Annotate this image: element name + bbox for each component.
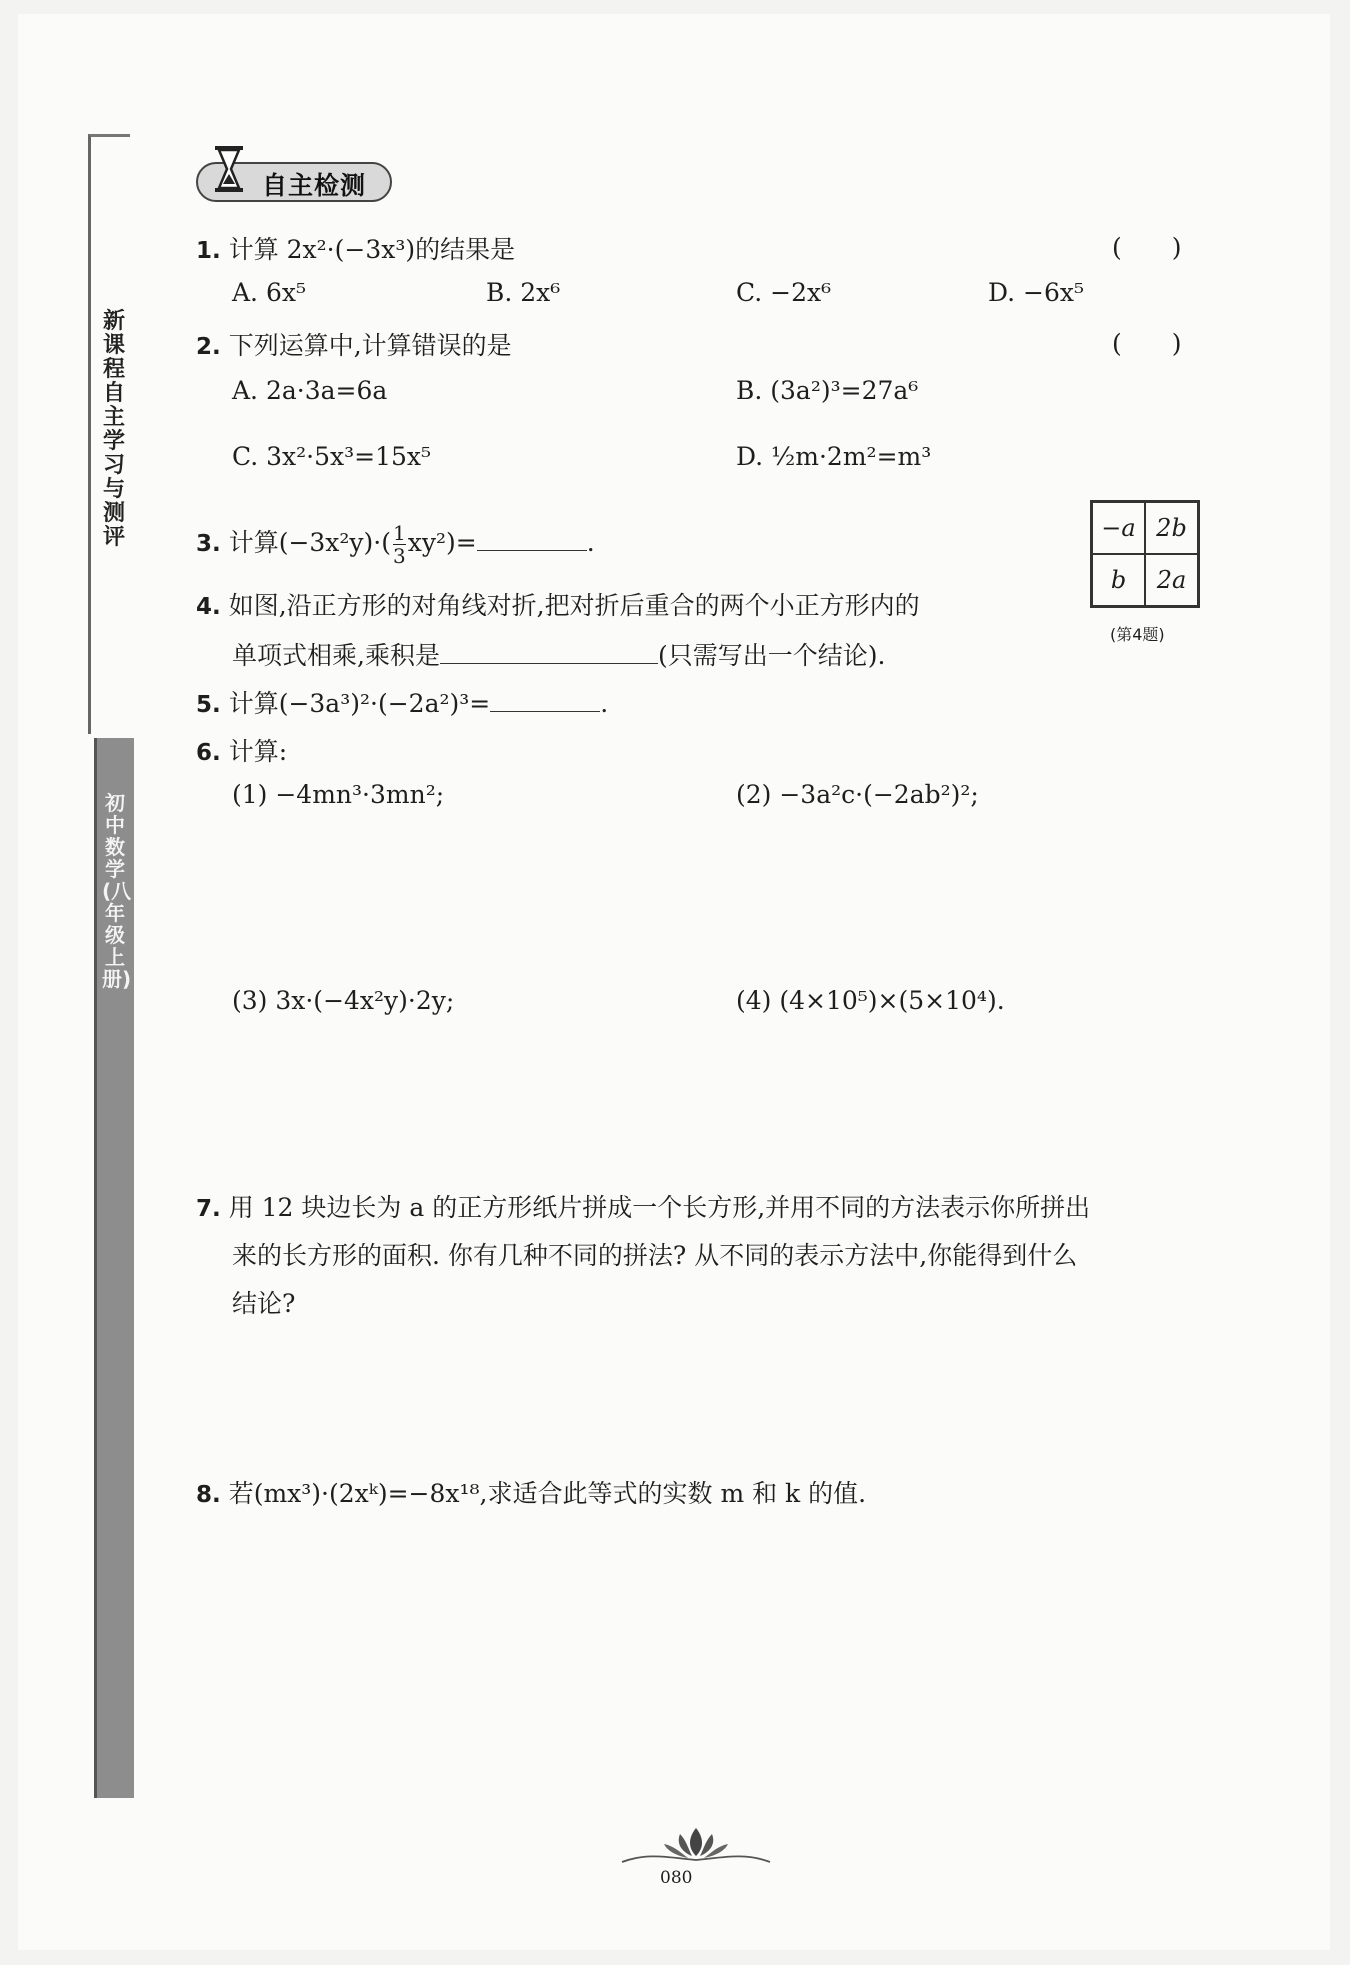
option-d[interactable]: D. −6x⁵	[988, 278, 1085, 307]
question-number: 2.	[196, 334, 221, 360]
question-number: 1.	[196, 238, 221, 264]
sub-question-2: (2) −3a²c·(−2ab²)²;	[736, 780, 979, 809]
section-title: 自主检测	[262, 171, 367, 200]
figure-grid	[1090, 500, 1200, 608]
grid-cell: b	[1092, 554, 1145, 606]
figure-caption: (第4题)	[1110, 625, 1165, 644]
option-c[interactable]: C. 3x²·5x³=15x⁵	[232, 442, 432, 471]
question-1	[196, 230, 515, 266]
question-number: 5.	[196, 692, 221, 718]
floral-ornament-icon	[618, 1822, 774, 1870]
page-number: 080	[660, 1868, 693, 1888]
hourglass-icon	[212, 144, 246, 194]
question-number: 4.	[196, 594, 221, 620]
question-3	[196, 522, 595, 567]
page	[18, 14, 1330, 1950]
question-number: 8.	[196, 1482, 221, 1508]
option-b[interactable]: B. 2x⁶	[486, 278, 561, 307]
question-text: 如图,沿正方形的对角线对折,把对折后重合的两个小正方形内的	[228, 591, 920, 620]
period: .	[586, 528, 595, 557]
question-text-after: (只需写出一个结论).	[657, 641, 886, 670]
question-text: 计算:	[228, 737, 288, 766]
period: .	[600, 689, 609, 718]
answer-blank[interactable]	[477, 526, 587, 551]
question-number: 7.	[196, 1196, 221, 1222]
sub-question-4: (4) (4×10⁵)×(5×10⁴).	[736, 986, 1005, 1015]
side-tab-title: 新课程自主学习与测评	[102, 309, 125, 550]
question-6	[196, 732, 287, 768]
answer-blank[interactable]	[490, 687, 600, 712]
question-text: 用 12 块边长为 a 的正方形纸片拼成一个长方形,并用不同的方法表示你所拼出	[228, 1193, 1091, 1222]
question-text: 下列运算中,计算错误的是	[228, 331, 512, 360]
question-7	[196, 1188, 1090, 1224]
question-4-line2	[232, 636, 885, 672]
question-number: 3.	[196, 531, 221, 557]
question-text: 计算(−3a³)²·(−2a²)³=	[228, 689, 491, 718]
fraction-denominator: 3	[393, 544, 406, 568]
answer-paren: ( )	[1112, 233, 1182, 262]
grid-cell: −a	[1092, 502, 1145, 554]
question-text: 计算 2x²·(−3x³)的结果是	[228, 235, 516, 264]
question-7-line3: 结论?	[232, 1289, 296, 1318]
option-a[interactable]: A. 2a·3a=6a	[232, 376, 388, 405]
option-b[interactable]: B. (3a²)³=27a⁶	[736, 376, 919, 405]
fraction-numerator: 1	[393, 521, 406, 545]
option-a[interactable]: A. 6x⁵	[232, 278, 306, 307]
grid-cell: 2b	[1145, 502, 1198, 554]
question-text: 若(mx³)·(2xᵏ)=−8x¹⁸,求适合此等式的实数 m 和 k 的值.	[228, 1479, 867, 1508]
question-text-after: xy²)=	[407, 528, 477, 557]
question-4	[196, 586, 920, 622]
side-tab-subject: 初中数学(八年级上册)	[102, 791, 132, 991]
question-text: 计算(−3x²y)·(	[228, 528, 392, 557]
answer-blank[interactable]	[440, 639, 658, 664]
grid-cell: 2a	[1145, 554, 1198, 606]
question-7-line2: 来的长方形的面积. 你有几种不同的拼法? 从不同的表示方法中,你能得到什么	[232, 1241, 1078, 1270]
sub-question-3: (3) 3x·(−4x²y)·2y;	[232, 986, 455, 1015]
question-text: 单项式相乘,乘积是	[232, 641, 440, 670]
option-c[interactable]: C. −2x⁶	[736, 278, 832, 307]
question-2	[196, 326, 512, 362]
question-number: 6.	[196, 740, 221, 766]
answer-paren: ( )	[1112, 329, 1182, 358]
question-5	[196, 684, 608, 720]
sub-question-1: (1) −4mn³·3mn²;	[232, 780, 445, 809]
question-8	[196, 1474, 866, 1510]
option-d[interactable]: D. ½m·2m²=m³	[736, 442, 932, 471]
fraction	[393, 522, 406, 567]
